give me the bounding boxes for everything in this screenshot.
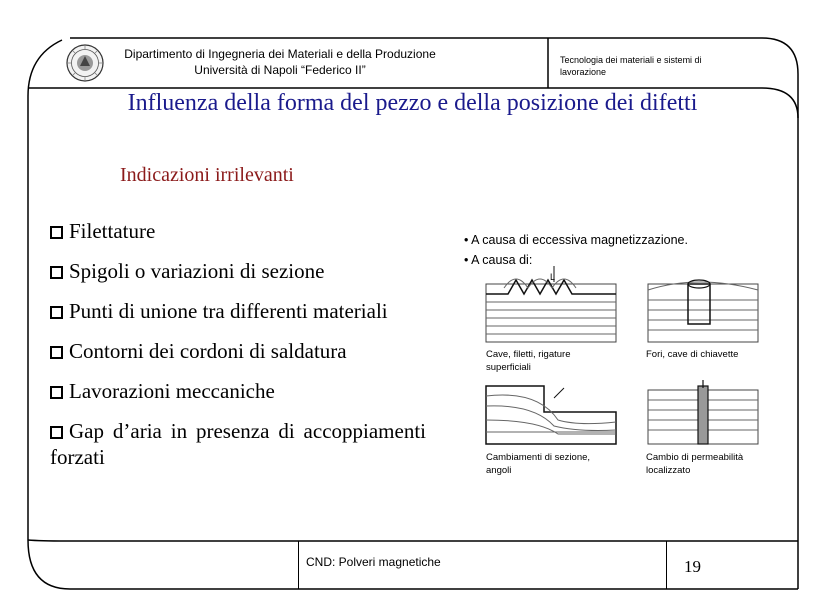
bullet-text: Lavorazioni meccaniche (69, 379, 275, 403)
checkbox-bullet-icon (50, 226, 63, 239)
figure-point-2: • A causa di: (464, 253, 533, 267)
footer-title: CND: Polveri magnetiche (306, 555, 441, 569)
checkbox-bullet-icon (50, 306, 63, 319)
permeability-change-sketch (648, 380, 758, 444)
bullet-list (50, 218, 426, 470)
bullet-item (50, 338, 426, 364)
bullet-item (50, 258, 426, 284)
bullet-text: Contorni dei cordoni di saldatura (69, 339, 347, 363)
footer-divider-right (666, 541, 667, 589)
figure-point-1: • A causa di eccessiva magnetizzazione. (464, 233, 688, 247)
caption-section-2: angoli (486, 465, 512, 476)
bullet-item (50, 378, 426, 404)
checkbox-bullet-icon (50, 346, 63, 359)
slide-subtitle: Indicazioni irrilevanti (120, 164, 294, 186)
bullet-item (50, 298, 426, 324)
footer-divider-left (298, 541, 299, 589)
university-seal-logo (66, 44, 104, 82)
irrelevant-indications-figure (458, 226, 774, 488)
bullet-text: Filettature (69, 219, 156, 243)
sketch-marker-label: L (550, 272, 556, 282)
caption-threads-1: Cave, filetti, rigature (486, 349, 571, 360)
caption-section-1: Cambiamenti di sezione, (486, 452, 591, 463)
bullet-text: Gap d’aria in presenza di accoppiamenti forzati (50, 419, 426, 469)
checkbox-bullet-icon (50, 386, 63, 399)
header-course: Tecnologia dei materiali e sistemi di lavorazione (560, 55, 702, 77)
caption-threads-2: superficiali (486, 362, 531, 373)
checkbox-bullet-icon (50, 426, 63, 439)
bullet-item (50, 218, 426, 244)
bullet-item (50, 418, 426, 470)
header-department (112, 46, 448, 78)
header-department-line1: Dipartimento di Ingegneria dei Materiali e della Produzione (124, 47, 436, 61)
slide-title: Influenza della forma del pezzo e della posizione dei difetti (127, 90, 698, 116)
section-change-sketch (486, 386, 616, 444)
header-department-line2: Università di Napoli “Federico II” (194, 63, 366, 77)
caption-permeability-1: Cambio di permeabilità (646, 452, 744, 463)
bullet-text: Punti di unione tra differenti materiali (69, 299, 388, 323)
page-number: 19 (684, 557, 701, 576)
holes-keyways-sketch (648, 280, 758, 342)
caption-permeability-2: localizzato (646, 465, 691, 476)
caption-holes-1: Fori, cave di chiavette (646, 349, 739, 360)
checkbox-bullet-icon (50, 266, 63, 279)
bullet-text: Spigoli o variazioni di sezione (69, 259, 325, 283)
